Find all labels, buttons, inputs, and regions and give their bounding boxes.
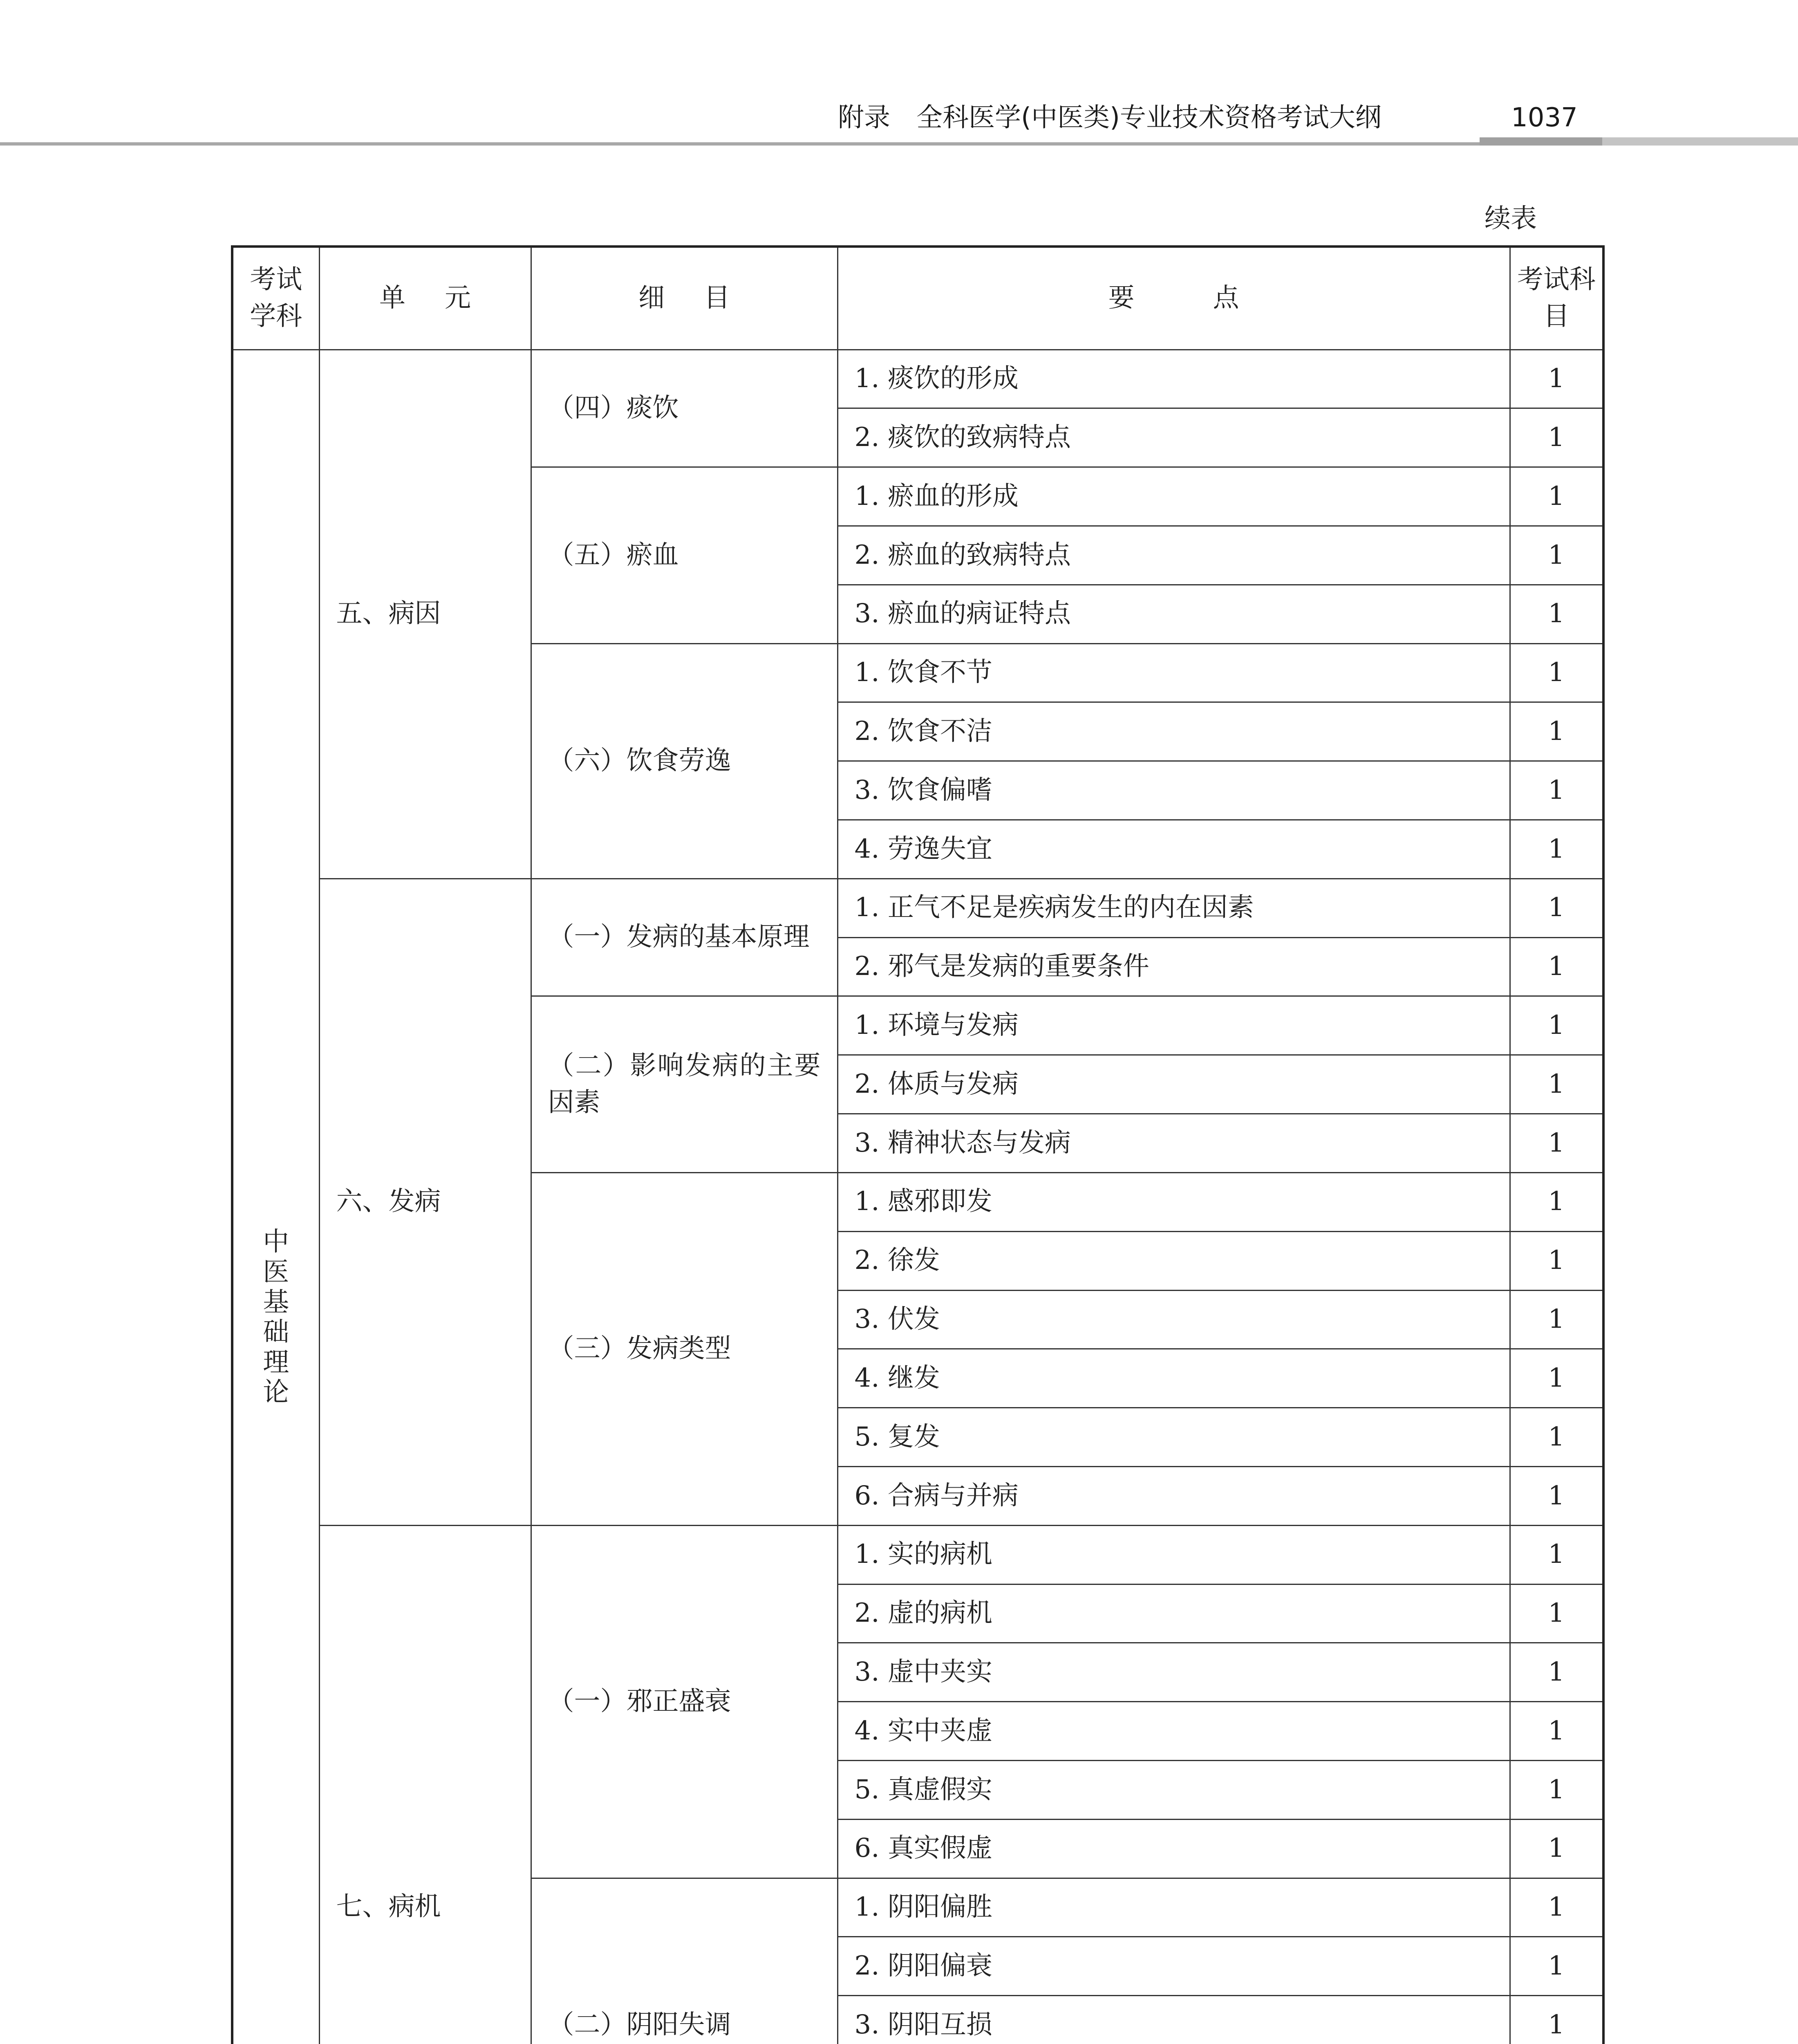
exam-level-cell: 1 <box>1510 467 1603 526</box>
key-point-cell: 4. 继发 <box>837 1349 1510 1408</box>
key-point-cell: 1. 瘀血的形成 <box>837 467 1510 526</box>
header-exam-subject: 考试学科 <box>232 247 319 350</box>
detail-cell: （一）发病的基本原理 <box>531 879 837 996</box>
exam-level-cell: 1 <box>1510 1525 1603 1584</box>
running-header-title: 附录 全科医学(中医类)专业技术资格考试大纲 <box>838 103 1382 133</box>
key-point-cell: 2. 痰饮的致病特点 <box>837 408 1510 467</box>
detail-cell: （一）邪正盛衰 <box>531 1525 837 1878</box>
exam-level-cell: 1 <box>1510 526 1603 585</box>
exam-level-cell: 1 <box>1510 1878 1603 1937</box>
key-point-cell: 2. 阴阳偏衰 <box>837 1937 1510 1996</box>
key-point-cell: 5. 复发 <box>837 1408 1510 1467</box>
key-point-cell: 1. 环境与发病 <box>837 996 1510 1055</box>
key-point-cell: 1. 阴阳偏胜 <box>837 1878 1510 1937</box>
exam-level-cell: 1 <box>1510 1114 1603 1173</box>
exam-level-cell: 1 <box>1510 1937 1603 1996</box>
exam-level-cell: 1 <box>1510 585 1603 643</box>
unit-cell: 五、病因 <box>319 350 531 879</box>
exam-level-cell: 1 <box>1510 1290 1603 1349</box>
detail-cell: （五）瘀血 <box>531 467 837 643</box>
header-exam-level: 考试科目 <box>1510 247 1603 350</box>
exam-level-cell: 1 <box>1510 820 1603 879</box>
key-point-cell: 2. 体质与发病 <box>837 1055 1510 1114</box>
header-key-points <box>837 247 1510 350</box>
detail-cell: （三）发病类型 <box>531 1172 837 1525</box>
header-rule <box>0 142 1480 146</box>
exam-level-cell: 1 <box>1510 761 1603 820</box>
detail-cell: （二）影响发病的主要因素 <box>531 996 837 1172</box>
exam-level-cell: 1 <box>1510 1349 1603 1408</box>
table-row <box>232 350 1603 408</box>
subject-label: 中医基础理论 <box>263 1227 289 1408</box>
key-point-cell: 6. 真实假虚 <box>837 1819 1510 1878</box>
key-point-cell: 4. 实中夹虚 <box>837 1702 1510 1761</box>
exam-level-cell: 1 <box>1510 1702 1603 1761</box>
continued-label: 续表 <box>1485 204 1537 234</box>
table-row <box>232 879 1603 937</box>
exam-level-cell: 1 <box>1510 1055 1603 1114</box>
table-row <box>232 1525 1603 1584</box>
key-point-cell: 1. 实的病机 <box>837 1525 1510 1584</box>
key-point-cell: 2. 虚的病机 <box>837 1584 1510 1643</box>
table-body <box>232 350 1603 2044</box>
key-point-cell: 3. 伏发 <box>837 1290 1510 1349</box>
key-point-cell: 4. 劳逸失宜 <box>837 820 1510 879</box>
detail-cell: （四）痰饮 <box>531 350 837 467</box>
key-point-cell: 5. 真虚假实 <box>837 1761 1510 1820</box>
key-point-cell: 6. 合病与并病 <box>837 1466 1510 1525</box>
exam-level-cell: 1 <box>1510 996 1603 1055</box>
key-point-cell: 3. 饮食偏嗜 <box>837 761 1510 820</box>
key-point-cell: 2. 饮食不洁 <box>837 702 1510 761</box>
exam-level-cell: 1 <box>1510 1584 1603 1643</box>
detail-cell: （六）饮食劳逸 <box>531 643 837 879</box>
key-point-cell: 3. 虚中夹实 <box>837 1643 1510 1702</box>
key-point-cell: 3. 精神状态与发病 <box>837 1114 1510 1173</box>
key-point-cell: 2. 瘀血的致病特点 <box>837 526 1510 585</box>
exam-level-cell: 1 <box>1510 937 1603 996</box>
exam-level-cell: 1 <box>1510 1819 1603 1878</box>
exam-level-cell: 1 <box>1510 1172 1603 1231</box>
detail-cell: （二）阴阳失调 <box>531 1878 837 2044</box>
header-unit-label: 单元 <box>379 282 510 313</box>
exam-level-cell: 1 <box>1510 350 1603 408</box>
key-point-cell: 1. 感邪即发 <box>837 1172 1510 1231</box>
header-rule-accent-dark <box>1480 137 1602 146</box>
subject-cell <box>232 350 319 2044</box>
exam-level-cell: 1 <box>1510 408 1603 467</box>
exam-outline-table <box>231 245 1605 2044</box>
key-point-cell: 2. 徐发 <box>837 1231 1510 1290</box>
exam-level-cell: 1 <box>1510 1408 1603 1467</box>
exam-level-cell: 1 <box>1510 1643 1603 1702</box>
key-point-cell: 2. 邪气是发病的重要条件 <box>837 937 1510 996</box>
header-detail <box>531 247 837 350</box>
unit-cell: 七、病机 <box>319 1525 531 2044</box>
key-point-cell: 1. 饮食不节 <box>837 643 1510 702</box>
header-key-points-label: 要点 <box>1108 282 1318 313</box>
exam-level-cell: 1 <box>1510 1761 1603 1820</box>
key-point-cell: 3. 阴阳互损 <box>837 1996 1510 2044</box>
exam-level-cell: 1 <box>1510 1466 1603 1525</box>
key-point-cell: 1. 正气不足是疾病发生的内在因素 <box>837 879 1510 937</box>
exam-level-cell: 1 <box>1510 643 1603 702</box>
unit-cell: 六、发病 <box>319 879 531 1525</box>
exam-level-cell: 1 <box>1510 1996 1603 2044</box>
key-point-cell: 1. 痰饮的形成 <box>837 350 1510 408</box>
header-unit <box>319 247 531 350</box>
table-header-row <box>232 247 1603 350</box>
exam-level-cell: 1 <box>1510 1231 1603 1290</box>
header-detail-label: 细目 <box>638 282 769 313</box>
key-point-cell: 3. 瘀血的病证特点 <box>837 585 1510 643</box>
page-number: 1037 <box>1511 103 1578 133</box>
exam-level-cell: 1 <box>1510 879 1603 937</box>
exam-level-cell: 1 <box>1510 702 1603 761</box>
